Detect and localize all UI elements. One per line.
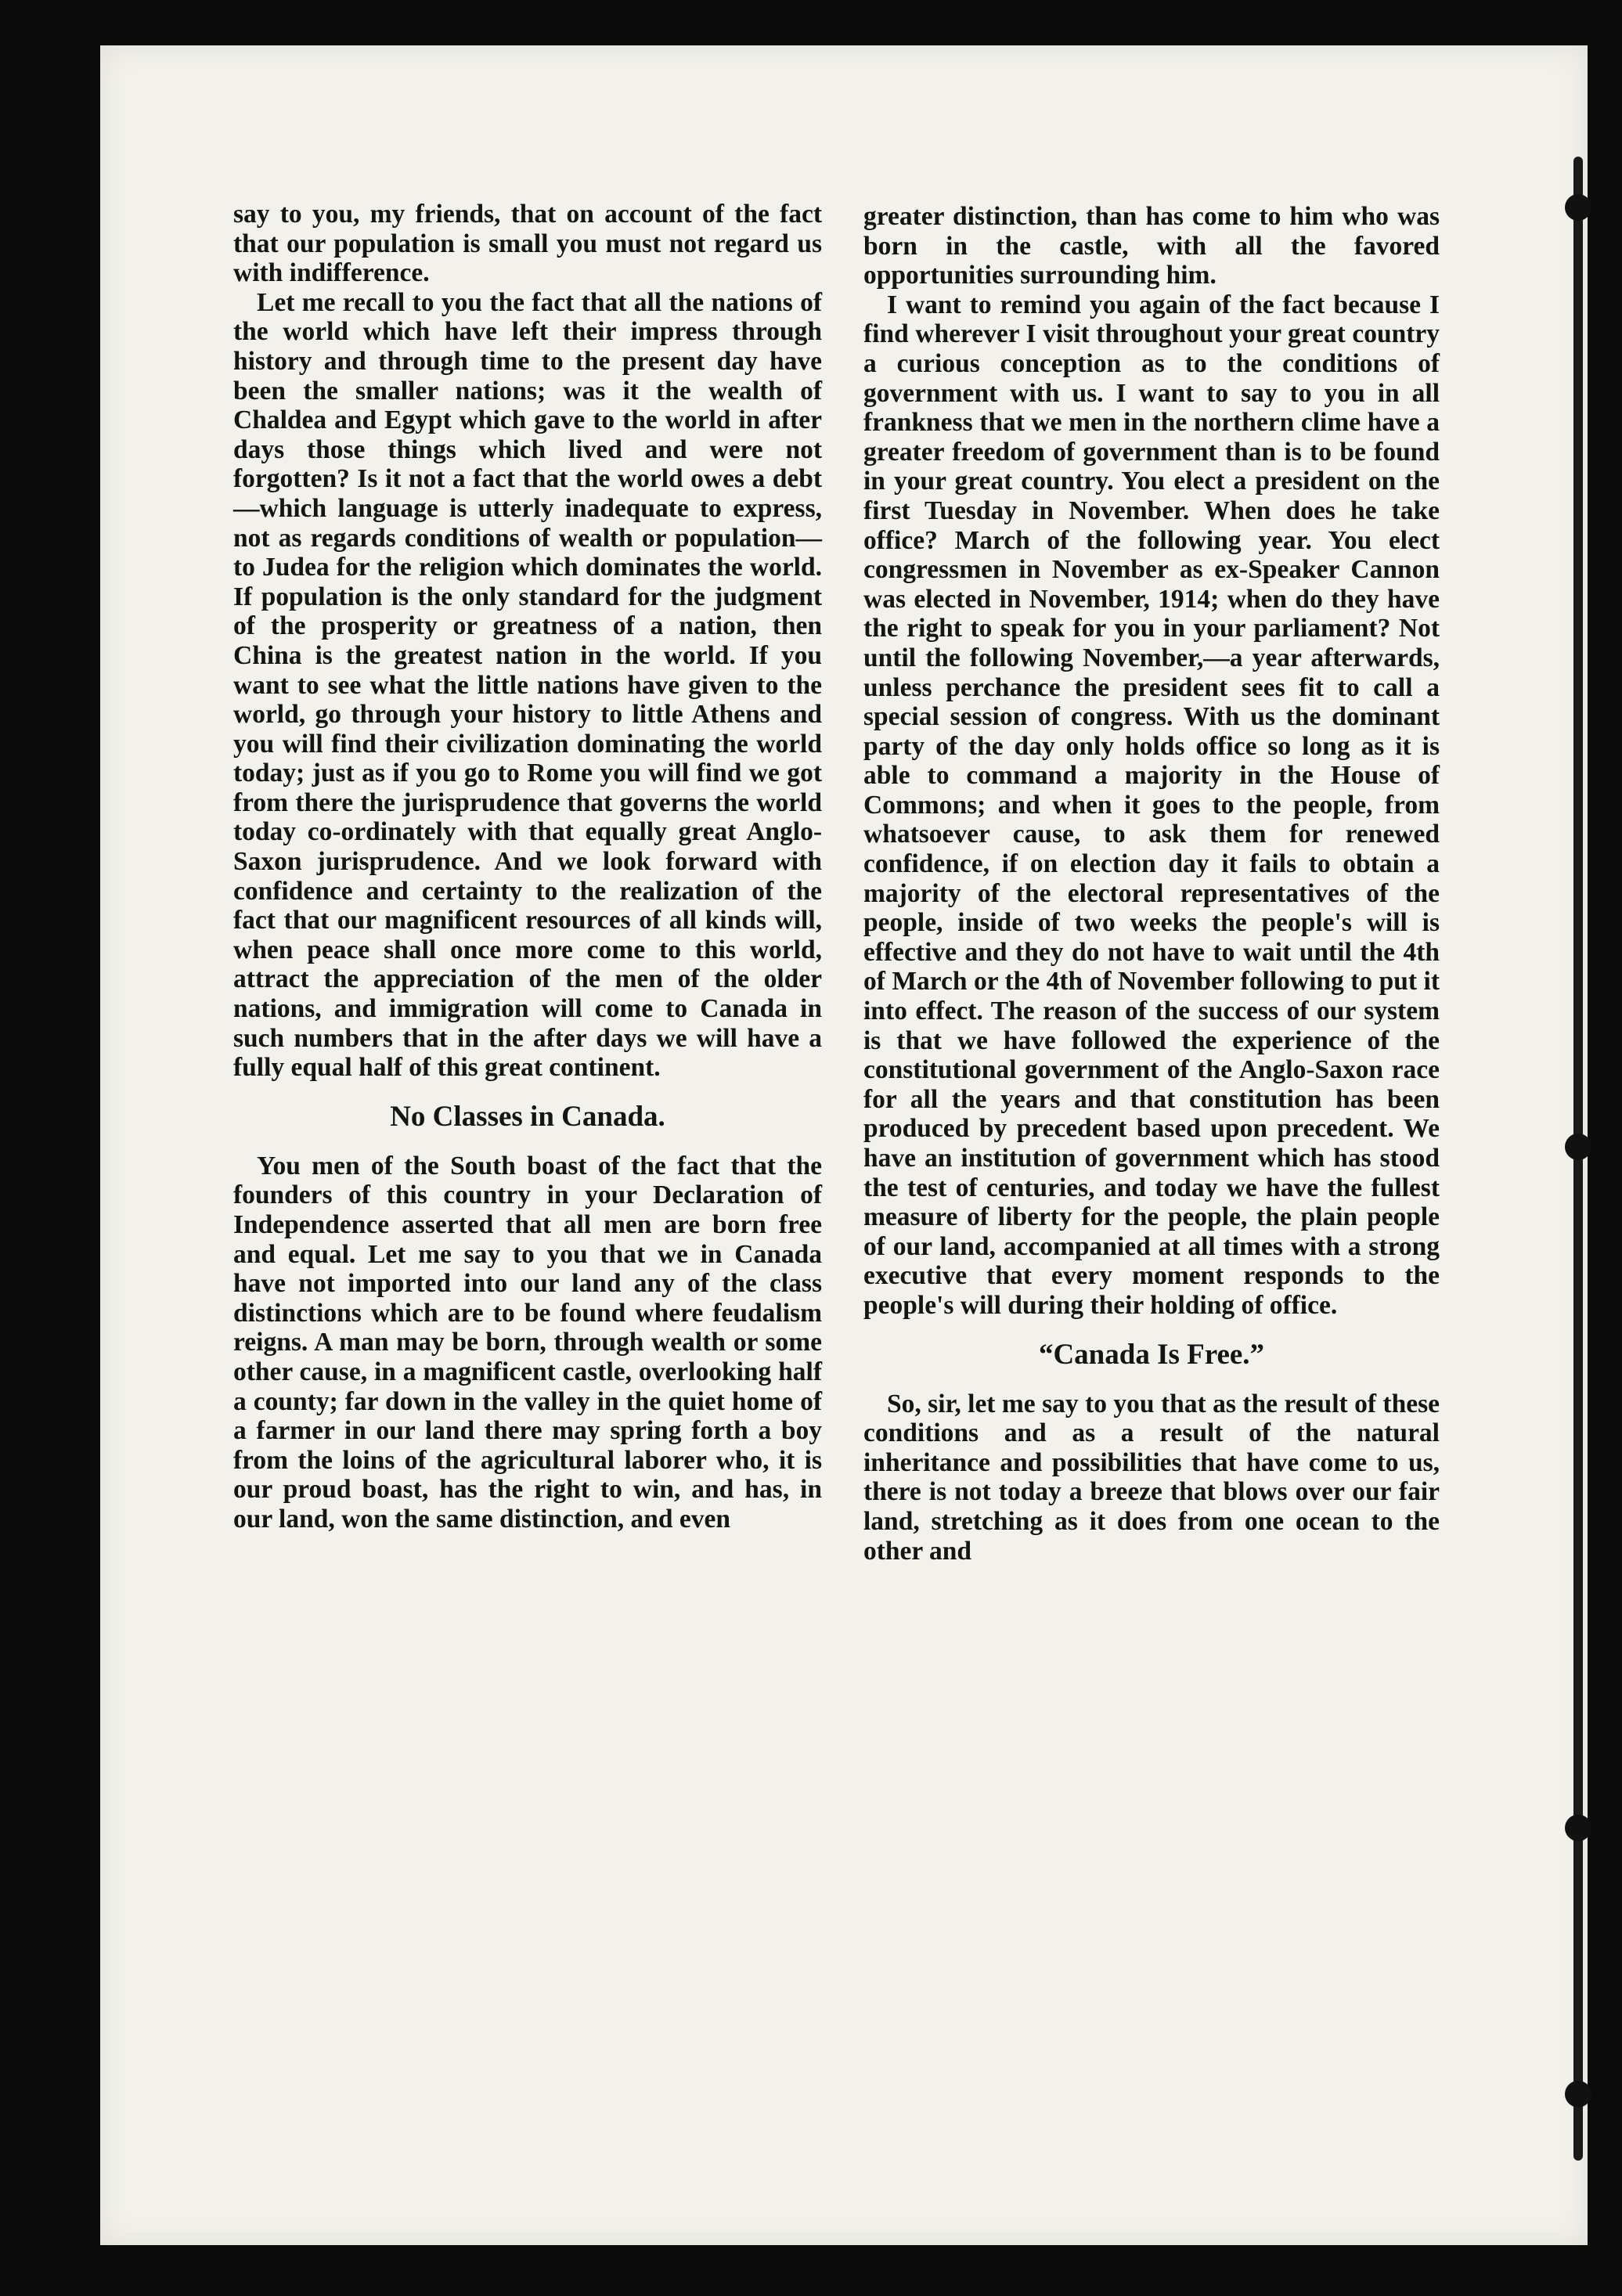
paragraph: I want to remind you again of the fact because I find wherever I visit throughout your great country a curious conception as to the conditions of government with us. I want to say to you in all frankness that we men in the northern clime have a greater freedom of government than is to be found in your great country. You elect a president on the first Tuesday in November. When does he take office? March of the following year. You elect congressmen in November as ex-Speaker Cannon was elected in November, 1914; when do they have the right to speak for you in your parliament? Not until the following November,—a year afterwards, unless perchance the president sees fit to call a special session of congress. With us the dominant party of the day only holds office so long as it is able to command a majority in the House of Commons; and when it goes to the people, from whatsoever cause, to ask them for renewed confidence, if on election day it fails to obtain a majority of the electoral representatives of the people, inside of two weeks the people's will is effective and they do not have to wait until the 4th of March or the 4th of November following to put it into effect. The reason of the success of our system is that we have followed the experience of the constitutional government of the Anglo-Saxon race for all the years and that constitution has been produced by precedent based upon precedent. We have an institution of government which has stood the test of centuries, and today we have the fullest measure of liberty for the people, the plain people of our land, accompanied at all times with a strong executive that every moment responds to the people's will during their holding of office. <box>863 290 1440 1320</box>
left-column <box>233 200 822 1534</box>
binding-knot <box>1565 1815 1591 1841</box>
section-heading: No Classes in Canada. <box>390 1100 665 1133</box>
paragraph: greater distinction, than has come to him who was born in the castle, with all the favored opportunities surrounding him. <box>863 202 1440 290</box>
binding-knot <box>1565 1134 1591 1160</box>
right-column <box>863 202 1440 1566</box>
paragraph: Let me recall to you the fact that all the nations of the world which have left their impress through history and through time to the present day have been the smaller nations; was it the wealth of Chaldea and Egypt which gave to the world in after days those things which lived and were not forgotten? Is it not a fact that the world owes a debt—which language is utterly inadequate to express, not as regards conditions of wealth or population—to Judea for the religion which dominates the world. If population is the only standard for the judgment of the prosperity or greatness of a nation, then China is the greatest nation in the world. If you want to see what the little nations have given to the world, go through your history to little Athens and you will find their civilization dominating the world today; just as if you go to Rome you will find we got from there the jurisprudence that governs the world today co-ordinately with that equally great Anglo-Saxon jurisprudence. And we look forward with confidence and certainty to the realization of the fact that our magnificent resources of all kinds will, when peace shall once more come to this world, attract the appreciation of the men of the older nations, and immigration will come to Canada in such numbers that in the after days we will have a fully equal half of this great continent. <box>233 287 822 1083</box>
paragraph: So, sir, let me say to you that as the result of these conditions and as a result of the natural inheritance and possibilities that have come to us, there is not today a breeze that blows over our fair land, stretching as it does from one ocean to the other and <box>863 1389 1440 1566</box>
paragraph: say to you, my friends, that on account of the fact that our population is small you must not regard us with indifference. <box>233 200 822 288</box>
paragraph: You men of the South boast of the fact that the founders of this country in your Declaration of Independence asserted that all men are born free and equal. Let me say to you that we in Canada have not imported into our land any of the class distinctions which are to be found where feudalism reigns. A man may be born, through wealth or some other cause, in a magnificent castle, overlooking half a county; far down in the valley in the quiet home of a farmer in our land there may spring forth a boy from the loins of the agricultural laborer who, it is our proud boast, has the right to win, and has, in our land, won the same distinction, and even <box>233 1151 822 1534</box>
section-heading: “Canada Is Free.” <box>1038 1338 1265 1371</box>
binding-knot <box>1565 194 1591 221</box>
binding-knot <box>1565 2081 1591 2107</box>
